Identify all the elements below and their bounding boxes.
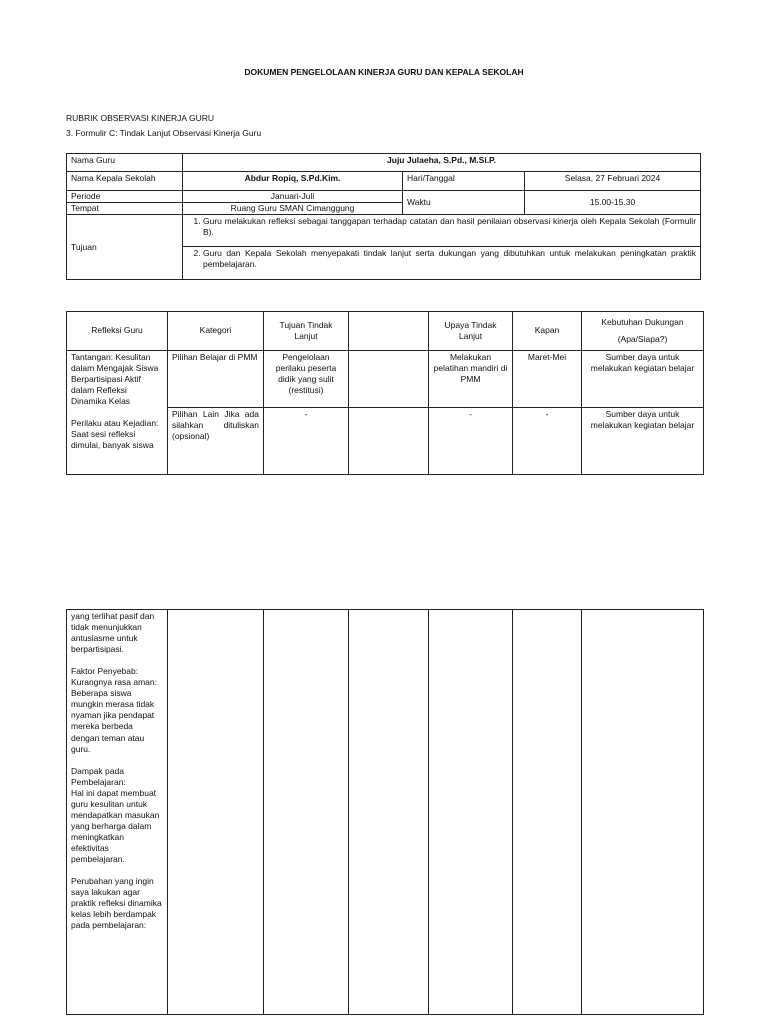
document-title: DOKUMEN PENGELOLAAN KINERJA GURU DAN KEPALA SEKOLAH [244, 67, 524, 77]
row2-kapan: - [513, 408, 582, 475]
cont-kebutuhan [582, 610, 704, 1015]
header-kategori: Kategori [168, 312, 264, 351]
cont-kapan [513, 610, 582, 1015]
refleksi-guru-text: Tantangan: Kesulitan dalam Mengajak Siswa Berpartisipasi Aktif dalam Refleksi Dinamika Kelas Perilaku atau Kejadian: Saat sesi refleksi dimulai, banyak siswa [67, 351, 168, 475]
header-kebutuhan [582, 312, 704, 351]
header-tujuan: Tujuan Tindak Lanjut [264, 312, 349, 351]
header-kapan: Kapan [513, 312, 582, 351]
tujuan-text-1: 1. Guru melakukan refleksi sebagai tanggapan terhadap catatan dan hasil penilaian observasi kinerja oleh Kepala Sekolah (Formulir B). [203, 216, 696, 238]
row2-kategori: Pilihan Lain Jika ada silahkan dituliskan (opsional) [168, 408, 264, 475]
tujuan-text-2: 2. Guru dan Kepala Sekolah menyepakati tindak lanjut serta dukungan yang dibutuhkan untuk melakukan peningkatan praktik pembelajaran. [203, 248, 696, 270]
cont-tujuan [264, 610, 349, 1015]
value-nama-guru: Juju Julaeha, S.Pd., M.Si.P. [183, 154, 701, 172]
tujuan-item-2 [183, 247, 701, 280]
label-periode: Periode [67, 191, 183, 203]
cont-blank [349, 610, 429, 1015]
value-waktu: 15.00-15.30 [525, 191, 701, 215]
value-hari-tanggal: Selasa, 27 Februari 2024 [525, 172, 701, 191]
header-refleksi: Refleksi Guru [67, 312, 168, 351]
info-table [66, 153, 701, 280]
rubric-title: RUBRIK OBSERVASI KINERJA GURU [66, 113, 214, 123]
followup-table-continued [66, 609, 704, 1015]
header-kebutuhan-line1: Kebutuhan Dukungan [601, 316, 684, 327]
row1-upaya: Melakukan pelatihan mandiri di PMM [429, 351, 513, 408]
header-upaya: Upaya Tindak Lanjut [429, 312, 513, 351]
followup-table [66, 311, 704, 475]
row1-blank [349, 351, 429, 408]
tujuan-item-1 [183, 215, 701, 247]
value-tempat: Ruang Guru SMAN Cimanggung [183, 203, 403, 215]
form-title: 3. Formulir C: Tindak Lanjut Observasi Kinerja Guru [66, 128, 262, 138]
row2-upaya: - [429, 408, 513, 475]
row1-kapan: Maret-Mei [513, 351, 582, 408]
refleksi-guru-continued-text: yang terlihat pasif dan tidak menunjukkan antusiasme untuk berpartisipasi. Faktor Penyebab: Kurangnya rasa aman: Beberapa siswa mungkin merasa tidak nyaman jika pendapat mereka berbeda dengan teman atau guru. Dampak pada Pembelajaran: Hal ini dapat membuat guru kesulitan untuk mendapatkan masukan yang berharga dalam meningkatkan efektivitas pembelajaran. Perubahan yang ingin saya lakukan agar praktik refleksi dinamika kelas lebih berdampak pada pembelajaran: [67, 610, 168, 1015]
row1-tujuan: Pengelolaan perilaku peserta didik yang sulit (restitusi) [264, 351, 349, 408]
row1-kategori: Pilihan Belajar di PMM [168, 351, 264, 408]
label-tempat: Tempat [67, 203, 183, 215]
value-kepala-sekolah: Abdur Ropiq, S.Pd.Kim. [183, 172, 403, 191]
value-periode: Januari-Juli [183, 191, 403, 203]
header-blank [349, 312, 429, 351]
cont-kategori [168, 610, 264, 1015]
label-kepala-sekolah: Nama Kepala Sekolah [67, 172, 183, 191]
cont-upaya [429, 610, 513, 1015]
label-waktu: Waktu [403, 191, 525, 215]
row2-blank [349, 408, 429, 475]
label-nama-guru: Nama Guru [67, 154, 183, 172]
row2-kebutuhan: Sumber daya untuk melakukan kegiatan belajar [582, 408, 704, 475]
header-kebutuhan-line2: (Apa/Siapa?) [617, 334, 668, 344]
label-hari-tanggal: Hari/Tanggal [403, 172, 525, 191]
label-tujuan: Tujuan [67, 215, 183, 280]
row2-tujuan: - [264, 408, 349, 475]
row1-kebutuhan: Sumber daya untuk melakukan kegiatan belajar [582, 351, 704, 408]
